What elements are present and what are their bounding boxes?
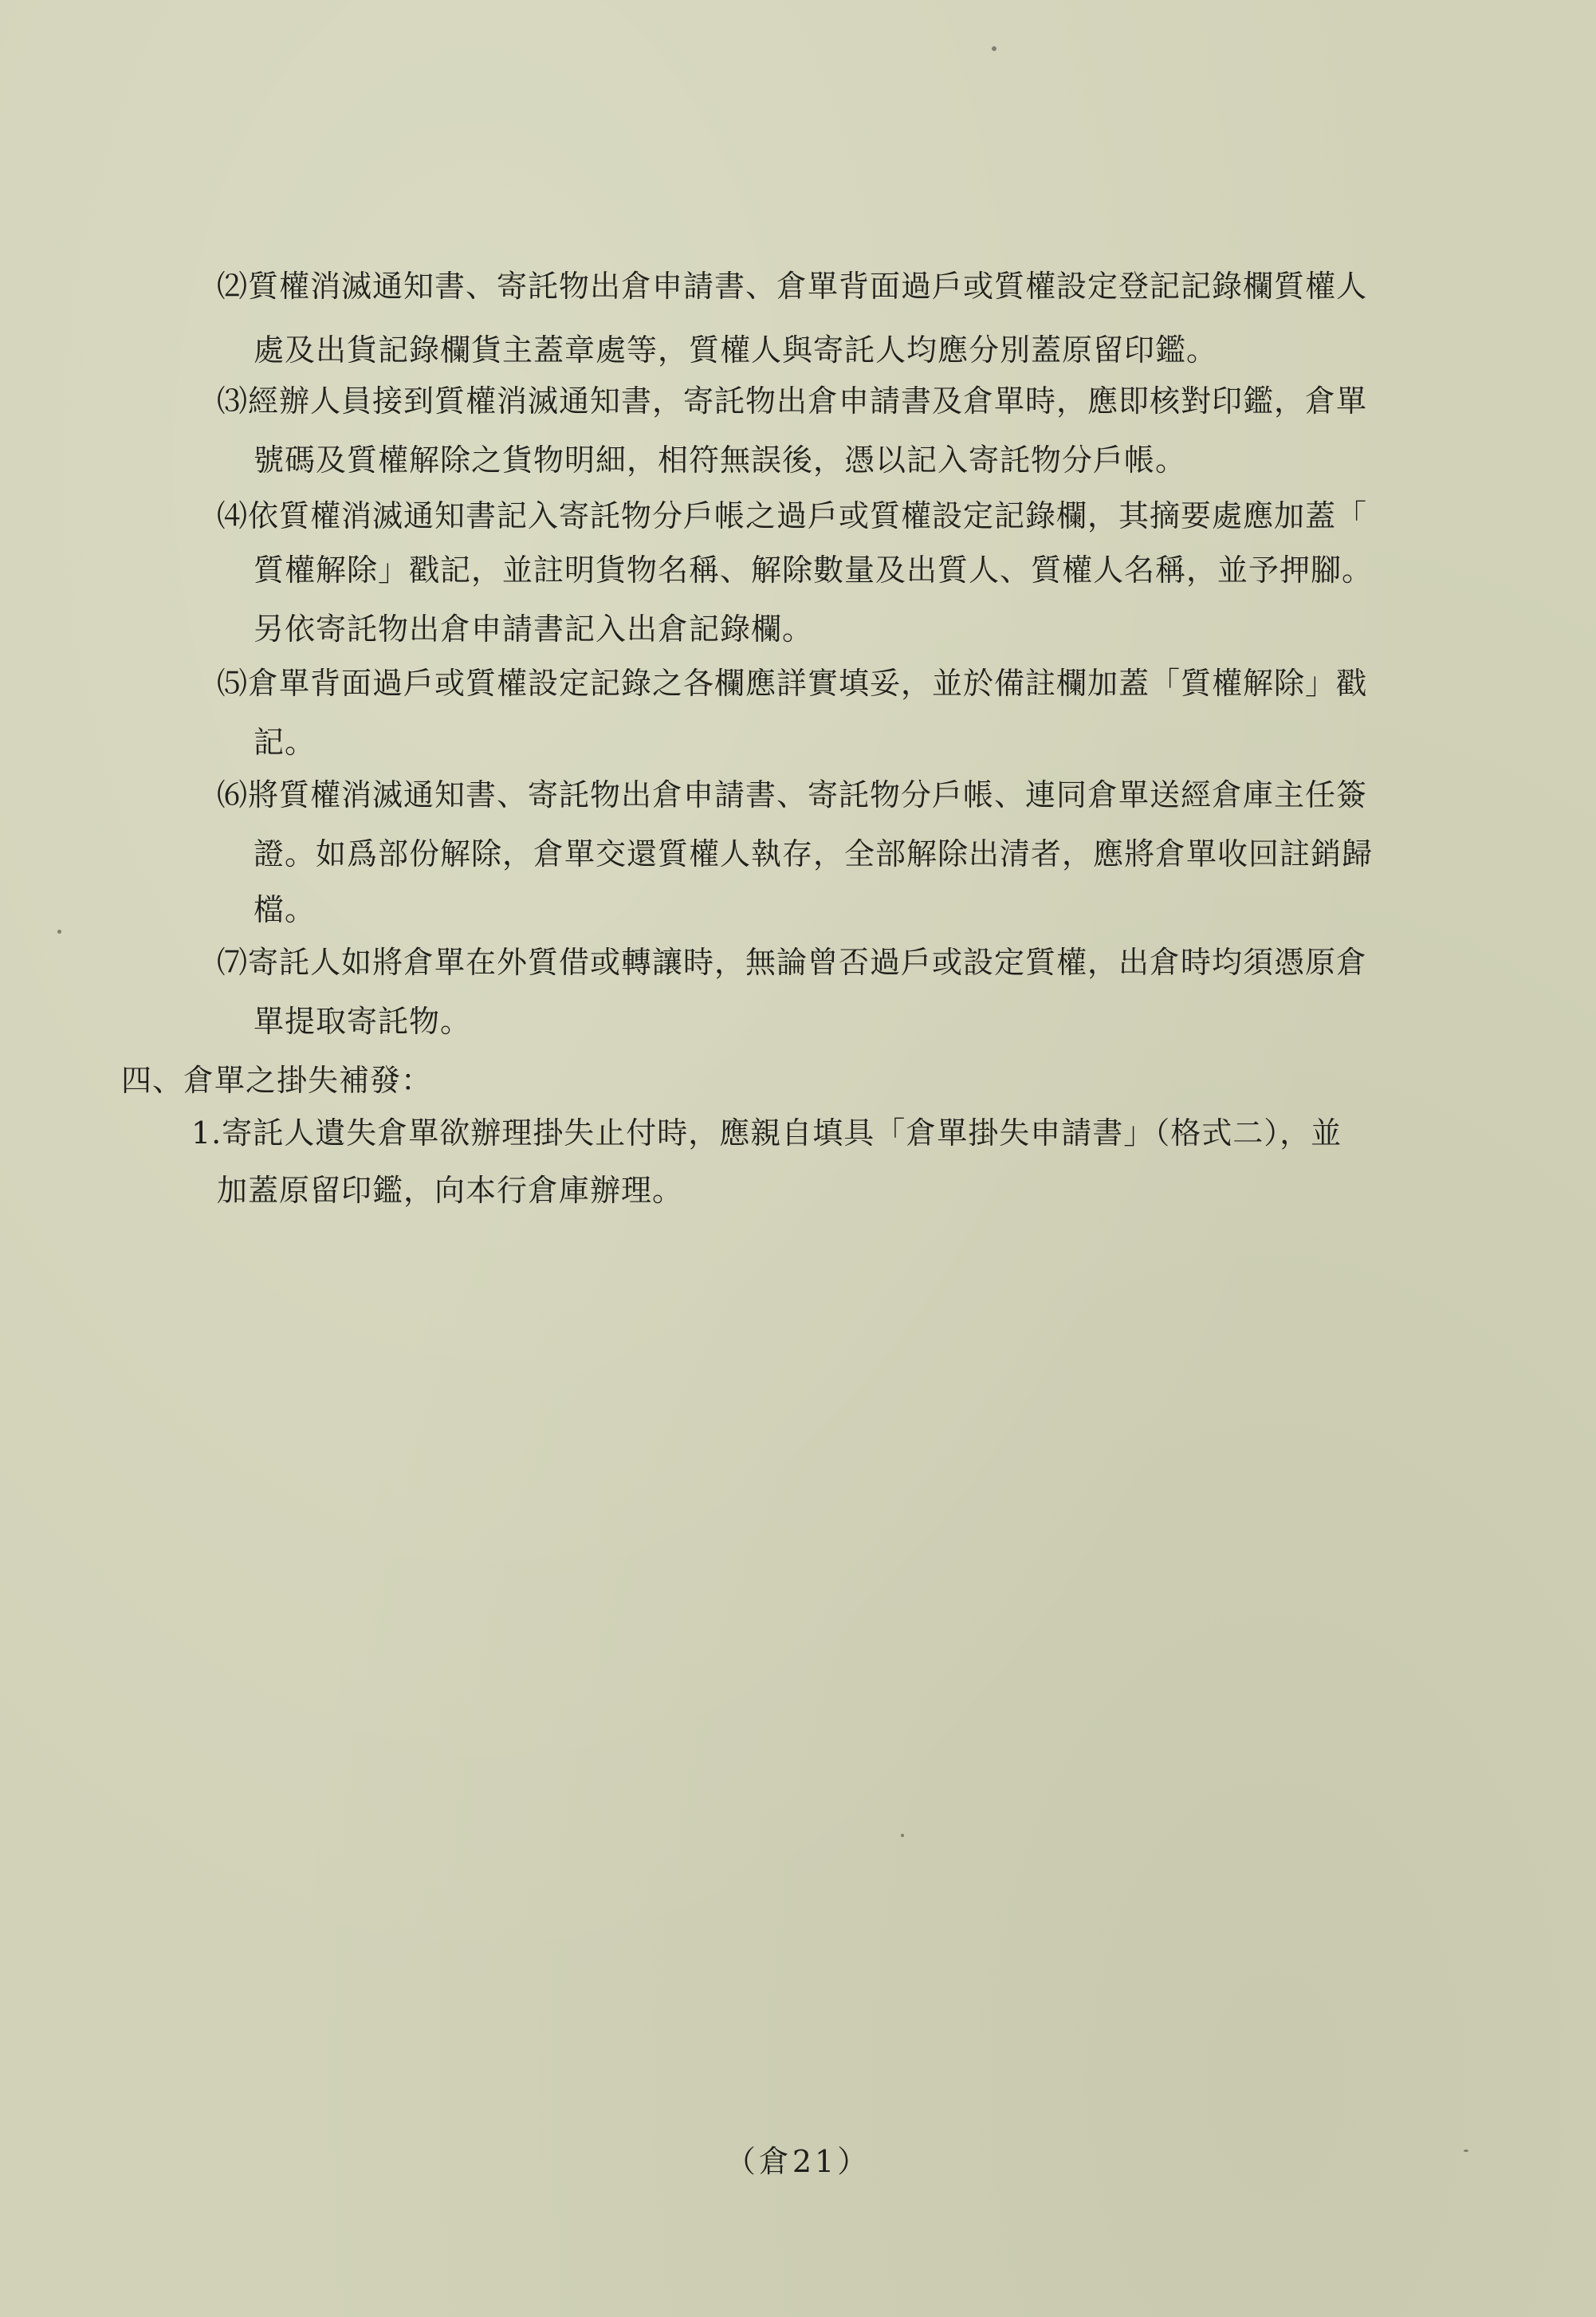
item-6-line-3: 檔。 [254,892,316,927]
item-2-line-1: ⑵質權消滅通知書、寄託物出倉申請書、倉單背面過戶或質權設定登記記錄欄質權人 [217,269,1368,304]
scan-speck [57,930,61,934]
item-3-line-2: 號碼及質權解除之貨物明細，相符無誤後，憑以記入寄託物分戶帳。 [254,443,1187,478]
item-6-line-1: ⑹將質權消滅通知書、寄託物出倉申請書、寄託物分戶帳、連同倉單送經倉庫主任簽 [217,777,1368,812]
page-number: （倉21） [725,2144,871,2179]
item-4-line-1: ⑷依質權消滅通知書記入寄託物分戶帳之過戶或質權設定記錄欄，其摘要處應加蓋「 [217,498,1368,533]
item-4-line-2: 質權解除」戳記，並註明貨物名稱、解除數量及出質人、質權人名稱，並予押腳。 [254,553,1374,588]
item-5-line-1: ⑸倉單背面過戶或質權設定記錄之各欄應詳實填妥，並於備註欄加蓋「質權解除」戳 [217,666,1368,701]
section-4-heading: 四、倉單之掛失補發： [121,1063,433,1098]
scan-speck [992,46,997,51]
section-4-item-1-line-2: 加蓋原留印鑑，向本行倉庫辦理。 [217,1173,684,1208]
scan-speck [1464,2150,1468,2152]
item-4-line-3: 另依寄託物出倉申請書記入出倉記錄欄。 [254,612,814,647]
scan-speck [901,1834,904,1837]
item-6-line-2: 證。如爲部份解除，倉單交還質權人執存，全部解除出清者，應將倉單收回註銷歸 [254,836,1374,871]
section-4-item-1-line-1: 1.寄託人遺失倉單欲辦理掛失止付時，應親自填具「倉單掛失申請書」（格式二），並 [191,1115,1342,1151]
item-2-line-2: 處及出貨記錄欄貨主蓋章處等，質權人與寄託人均應分別蓋原留印鑑。 [254,332,1218,368]
item-7-line-1: ⑺寄託人如將倉單在外質借或轉讓時，無論曾否過戶或設定質權，出倉時均須憑原倉 [217,945,1368,980]
item-5-line-2: 記。 [254,725,316,760]
item-7-line-2: 單提取寄託物。 [254,1004,472,1039]
item-3-line-1: ⑶經辦人員接到質權消滅通知書，寄託物出倉申請書及倉單時，應即核對印鑑，倉單 [217,384,1368,419]
